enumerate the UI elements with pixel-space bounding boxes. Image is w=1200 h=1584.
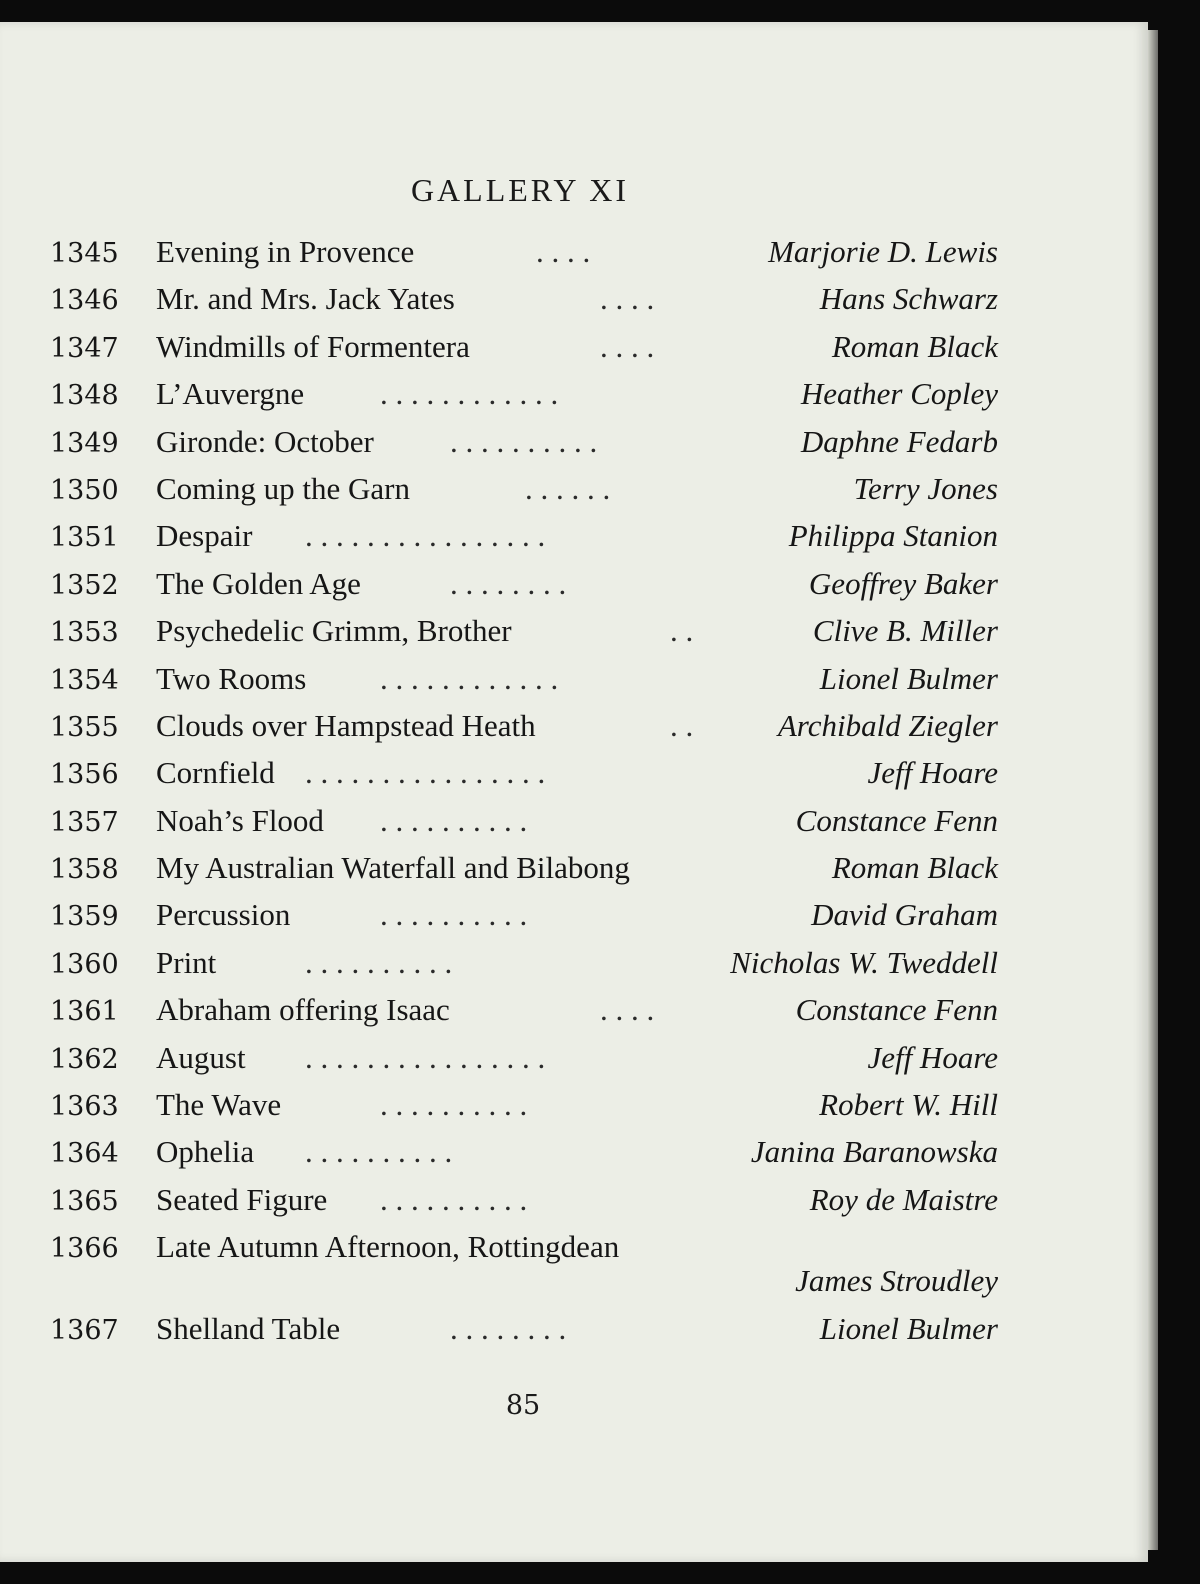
exhibit-title: Coming up the Garn [156,470,410,506]
exhibit-title: Percussion [156,897,291,933]
exhibit-artist: Terry Jones [853,470,998,506]
exhibit-title: Evening in Provence [156,234,415,269]
list-item [50,897,998,944]
exhibit-title: Late Autumn Afternoon, Rottingdean [156,1229,620,1265]
exhibit-artist: Lionel Bulmer [819,660,998,696]
exhibit-number: 1348 [50,380,119,412]
list-item [50,1311,998,1358]
exhibit-artist: David Graham [811,897,998,933]
dot-leader: . . . . . . . . . . . . . . . . [305,1039,546,1075]
dot-leader: . . . . . . . . . . . . [380,660,559,696]
exhibit-artist: Nicholas W. Tweddell [730,944,998,980]
exhibit-number: 1357 [50,806,119,838]
list-item [50,661,998,708]
exhibit-artist: Heather Copley [800,376,998,412]
exhibit-artist: Philippa Stanion [788,518,998,554]
exhibit-artist: Roy de Maistre [809,1181,998,1217]
exhibit-number: 1346 [50,285,119,317]
exhibit-list [50,234,998,1359]
exhibit-title: Mr. and Mrs. Jack Yates [156,281,455,317]
exhibit-title: Gironde: October [156,423,374,459]
list-item [50,850,998,897]
exhibit-artist: Constance Fenn [795,992,998,1028]
exhibit-title: Print [156,944,217,980]
list-item [50,329,998,376]
exhibit-artist: Jeff Hoare [867,1039,998,1075]
dot-leader: . . . . . . . . . . . . [380,376,559,412]
list-item [50,566,998,613]
dot-leader: . . . . . . . . . . [305,1134,453,1170]
list-item [50,803,998,850]
list-item [50,424,998,471]
list-item [50,613,998,660]
exhibit-number: 1356 [50,759,119,791]
exhibit-artist: Constance Fenn [795,802,998,838]
dot-leader: . . . . . . . . . . [380,802,528,838]
exhibit-title: Ophelia [156,1134,255,1170]
exhibit-title: The Golden Age [156,565,361,601]
exhibit-title: My Australian Waterfall and Bilabong [156,850,630,886]
exhibit-artist: Hans Schwarz [819,281,998,317]
dot-leader: . . . . . . . . . . [305,944,453,980]
dot-leader: . . . . [600,992,655,1028]
exhibit-artist: Janina Baranowska [750,1134,998,1170]
list-item [50,708,998,755]
list-item [50,234,998,281]
dot-leader: . . . . . . [525,470,611,506]
exhibit-artist: Geoffrey Baker [808,565,998,601]
list-item [50,518,998,565]
exhibit-number: 1350 [50,474,119,506]
exhibit-number: 1359 [50,901,119,933]
exhibit-number: 1364 [50,1138,119,1170]
exhibit-artist: James Stroudley [795,1263,998,1299]
exhibit-title: August [156,1039,246,1075]
list-item [50,1182,998,1229]
dot-leader: . . . . . . . . . . . . . . . . [305,755,546,791]
exhibit-title: Windmills of Formentera [156,328,470,364]
dot-leader: . . [670,613,694,649]
exhibit-number: 1349 [50,427,119,459]
exhibit-number: 1366 [50,1233,119,1265]
exhibit-number: 1355 [50,711,119,743]
list-item [50,1087,998,1134]
list-item [50,945,998,992]
exhibit-title: Psychedelic Grimm, Brother [156,613,512,649]
catalogue-page [0,22,1148,1562]
exhibit-artist: Daphne Fedarb [800,423,998,459]
exhibit-artist: Robert W. Hill [819,1087,998,1123]
exhibit-artist: Marjorie D. Lewis [768,234,998,269]
dot-leader: . . . . . . . . . . [380,897,528,933]
exhibit-artist: Archibald Ziegler [777,707,998,743]
list-item [50,755,998,802]
list-item [50,281,998,328]
exhibit-number: 1365 [50,1185,119,1217]
dot-leader: . . . . . . . . [450,1311,567,1347]
page-edge [1148,30,1158,1550]
list-item [50,376,998,423]
exhibit-number: 1367 [50,1315,119,1347]
page-number: 85 [505,1390,541,1421]
exhibit-artist: Clive B. Miller [812,613,998,649]
dot-leader: . . . . . . . . . . [450,423,598,459]
dot-leader: . . . . . . . . . . [380,1181,528,1217]
dot-leader: . . . . [600,281,655,317]
list-item [50,1040,998,1087]
exhibit-artist: Roman Black [831,328,998,364]
exhibit-title: Shelland Table [156,1311,341,1347]
list-item [50,1134,998,1181]
exhibit-artist: Roman Black [831,850,998,886]
exhibit-number: 1352 [50,569,119,601]
exhibit-title: Cornfield [156,755,275,791]
exhibit-artist: Lionel Bulmer [819,1311,998,1347]
exhibit-artist: Jeff Hoare [867,755,998,791]
exhibit-title: Noah’s Flood [156,802,324,838]
exhibit-number: 1363 [50,1091,119,1123]
gallery-heading: GALLERY XI [410,172,630,208]
dot-leader: . . [670,707,694,743]
dot-leader: . . . . . . . . . . [380,1087,528,1123]
dot-leader: . . . . . . . . . . . . . . . . [305,518,546,554]
exhibit-number: 1345 [50,238,119,269]
exhibit-title: Seated Figure [156,1181,328,1217]
exhibit-number: 1351 [50,522,119,554]
exhibit-number: 1353 [50,617,119,649]
exhibit-title: Clouds over Hampstead Heath [156,707,536,743]
list-item [50,992,998,1039]
dot-leader: . . . . . . . . [450,565,567,601]
exhibit-title: The Wave [156,1087,282,1123]
exhibit-number: 1360 [50,948,119,980]
list-item [50,471,998,518]
exhibit-title: Despair [156,518,253,554]
exhibit-number: 1362 [50,1043,119,1075]
dot-leader: . . . . [600,328,655,364]
exhibit-number: 1361 [50,996,119,1028]
exhibit-title: Abraham offering Isaac [156,992,450,1028]
exhibit-number: 1358 [50,854,119,886]
dot-leader: . . . . [536,234,591,269]
exhibit-title: Two Rooms [156,660,307,696]
exhibit-title: L’Auvergne [156,376,305,412]
exhibit-number: 1347 [50,332,119,364]
list-item [50,1229,998,1311]
exhibit-number: 1354 [50,664,119,696]
